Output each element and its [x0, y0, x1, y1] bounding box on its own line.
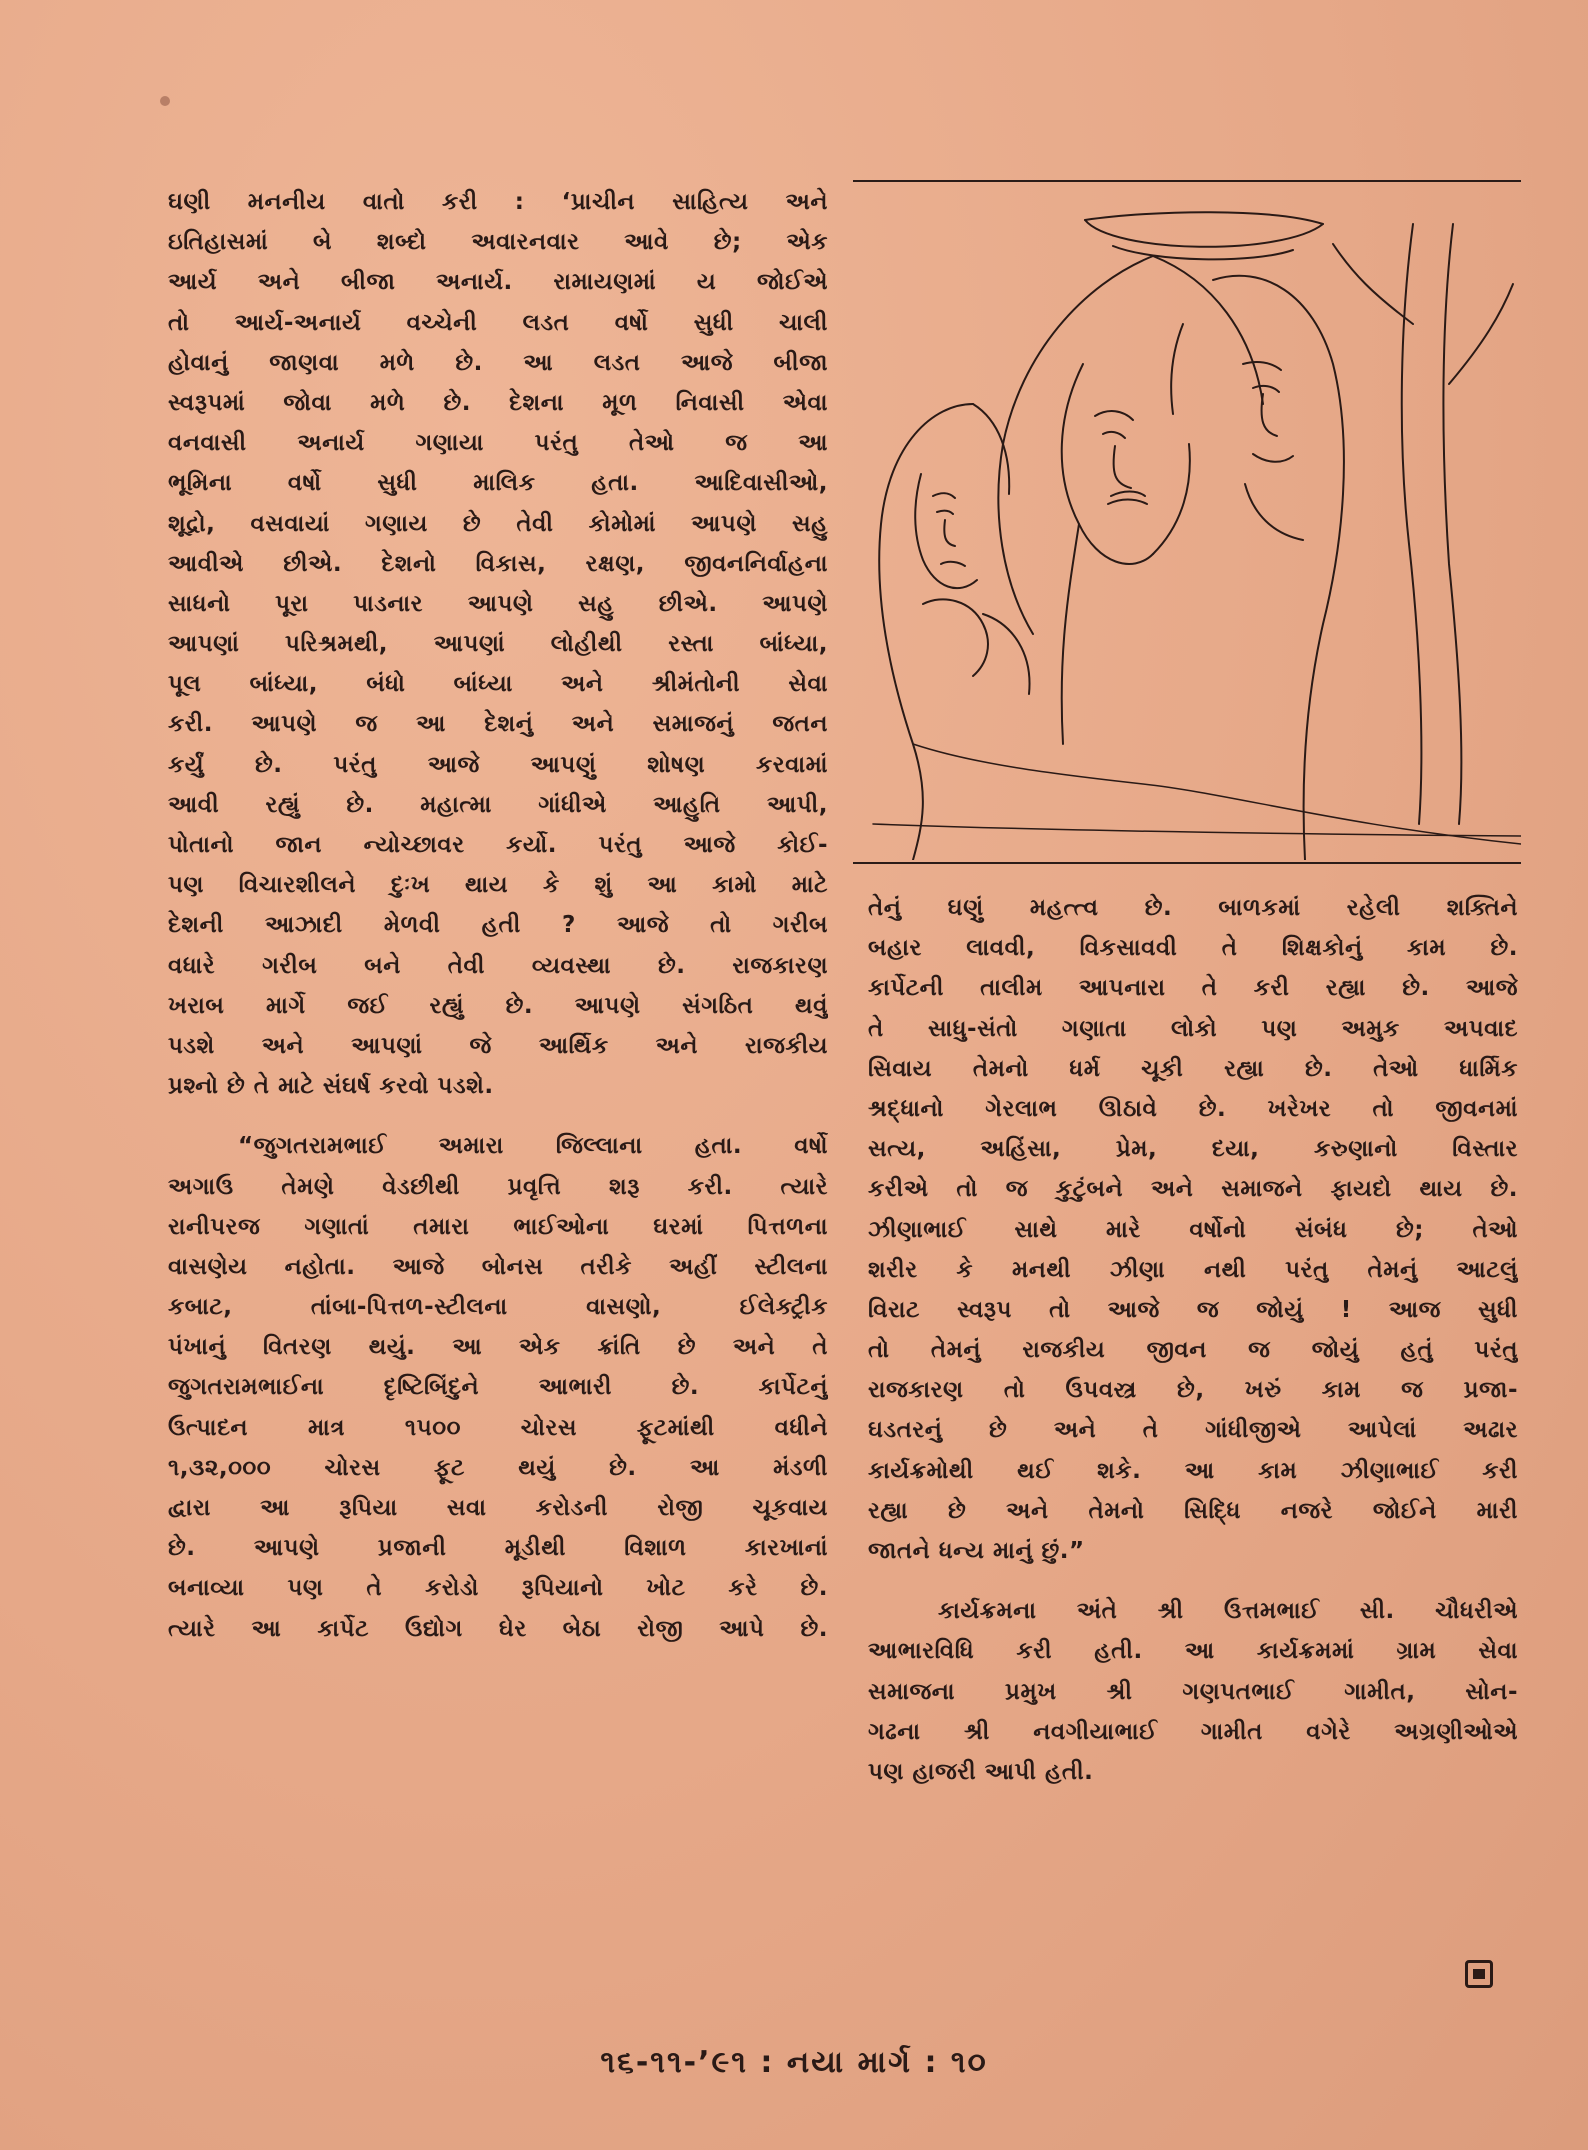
text-line: તેનું ઘણું મહત્ત્વ છે. બાળકમાં રહેલી શક્તિને	[868, 895, 1518, 921]
left-column	[168, 182, 828, 1649]
text-line: કરી. આપણે જ આ દેશનું અને સમાજનું જતન	[168, 711, 828, 738]
text-line: ભૂમિના વર્ષો સુધી માલિક હતા. આદિવાસીઓ,	[168, 470, 828, 497]
text-line: સમાજના પ્રમુખ શ્રી ગણપતભાઈ ગામીત, સોન-	[868, 1678, 1518, 1705]
text-line: પણ હાજરી આપી હતી.	[868, 1758, 1094, 1785]
text-line: સિવાય તેમનો ધર્મ ચૂકી રહ્યા છે. તેઓ ધાર્મિક	[868, 1055, 1518, 1082]
text-line: કર્યું છે. પરંતુ આજે આપણું શોષણ કરવામાં	[168, 751, 828, 778]
right-column	[868, 888, 1518, 1792]
text-line: કાર્પેટની તાલીમ આપનારા તે કરી રહ્યા છે. આજે	[868, 975, 1518, 1002]
text-line: આવીએ છીએ. દેશનો વિકાસ, રક્ષણ, જીવનનિર્વાહના	[168, 550, 828, 577]
illustration-bottom-rule	[853, 862, 1521, 864]
text-line: પૂલ બાંધ્યા, બંધો બાંધ્યા અને શ્રીમંતોની સેવા	[168, 671, 828, 698]
text-line: ઝીણાભાઈ સાથે મારે વર્ષોનો સંબંધ છે; તેઓ	[868, 1216, 1518, 1243]
text-line: ઘડતરનું છે અને તે ગાંધીજીએ આપેલાં અઢાર	[868, 1417, 1518, 1444]
text-line: કાર્યક્રમોથી થઈ શકે. આ કામ ઝીણાભાઈ કરી	[868, 1457, 1518, 1484]
text-line: હોવાનું જાણવા મળે છે. આ લડત આજે બીજા	[168, 349, 828, 376]
text-line: દેશની આઝાદી મેળવી હતી ? આજે તો ગરીબ	[168, 912, 828, 939]
text-line: સત્ય, અહિંસા, પ્રેમ, દયા, કરુણાનો વિસ્તાર	[868, 1136, 1518, 1163]
text-line: કબાટ, તાંબા-પિત્તળ-સ્ટીલના વાસણો, ઈલેક્ટ્રીક	[168, 1294, 828, 1321]
text-line: ગઢના શ્રી નવગીયાભાઈ ગામીત વગેરે અગ્રણીઓએ	[868, 1718, 1518, 1745]
text-line: સ્વરૂપમાં જોવા મળે છે. દેશના મૂળ નિવાસી એવા	[168, 389, 828, 416]
text-line: દ્વારા આ રૂપિયા સવા કરોડની રોજી ચૂકવાય	[168, 1495, 828, 1521]
page-footer: ૧૬-૧૧-’૯૧ : નયા માર્ગ : ૧૦	[600, 2045, 988, 2080]
text-line: આપણાં પરિશ્રમથી, આપણાં લોહીથી રસ્તા બાંધ્યા,	[168, 631, 828, 658]
text-line: પોતાનો જાન ન્યોચ્છાવર કર્યો. પરંતુ આજે કોઈ-	[168, 832, 828, 858]
paragraph-start-line: “જુગતરામભાઈ અમારા જિલ્લાના હતા. વર્ષો	[238, 1133, 828, 1160]
text-line: તો તેમનું રાજકીય જીવન જ જોયું હતું પરંતુ	[868, 1337, 1518, 1364]
text-line: ત્યારે આ કાર્પેટ ઉદ્યોગ ઘેર બેઠા રોજી આપે છે.	[168, 1615, 828, 1642]
text-line: વિરાટ સ્વરૂપ તો આજે જ જોયું ! આજ સુધી	[868, 1296, 1518, 1323]
text-line: ખરાબ માર્ગે જઈ રહ્યું છે. આપણે સંગઠિત થવું	[168, 992, 828, 1019]
text-line: તે સાધુ-સંતો ગણાતા લોકો પણ અમુક અપવાદ	[868, 1015, 1518, 1042]
text-line: ઘણી મનનીય વાતો કરી : ‘પ્રાચીન સાહિત્ય અને	[168, 189, 828, 215]
text-line: આભારવિધિ કરી હતી. આ કાર્યક્રમમાં ગ્રામ સેવા	[868, 1638, 1518, 1665]
end-of-article-icon	[1465, 1960, 1493, 1988]
text-line: પંખાનું વિતરણ થયું. આ એક ક્રાંતિ છે અને તે	[168, 1334, 828, 1361]
text-line: આર્ય અને બીજા અનાર્ય. રામાયણમાં ય જોઈએ	[168, 269, 828, 296]
text-line: રાનીપરજ ગણાતાં તમારા ભાઈઓના ઘરમાં પિત્તળના	[168, 1213, 828, 1240]
text-line: રહ્યા છે અને તેમનો સિદ્ધિ નજરે જોઈને મારી	[868, 1497, 1518, 1524]
text-line: વધારે ગરીબ બને તેવી વ્યવસ્થા છે. રાજકારણ	[168, 952, 828, 979]
text-line: આવી રહ્યું છે. મહાત્મા ગાંધીએ આહુતિ આપી,	[168, 791, 828, 818]
text-line: પડશે અને આપણાં જે આર્થિક અને રાજકીય	[168, 1032, 828, 1059]
text-line: તો આર્ય-અનાર્ય વચ્ચેની લડત વર્ષો સુધી ચાલી	[168, 309, 828, 336]
text-line: સાધનો પૂરા પાડનાર આપણે સહુ છીએ. આપણે	[168, 590, 828, 617]
ink-spot	[160, 96, 170, 106]
text-line: ૧,૩૨,૦૦૦ ચોરસ ફૂટ થયું છે. આ મંડળી	[168, 1454, 828, 1481]
text-line: વાસણેય નહોતા. આજે બોનસ તરીકે અહીં સ્ટીલના	[168, 1253, 828, 1280]
text-line: શરીર કે મનથી ઝીણા નથી પરંતુ તેમનું આટલું	[868, 1256, 1518, 1283]
text-line: ઇતિહાસમાં બે શબ્દો અવારનવાર આવે છે; એક	[168, 229, 828, 256]
text-line: જુગતરામભાઈના દૃષ્ટિબિંદુને આભારી છે. કાર્પેટનું	[168, 1374, 828, 1401]
paragraph-start-line: કાર્યક્રમના અંતે શ્રી ઉત્તમભાઈ સી. ચૌધરીએ	[938, 1598, 1518, 1625]
text-line: કરીએ તો જ કુટુંબને અને સમાજને ફાયદો થાય છે.	[868, 1176, 1518, 1203]
text-line: શૂદ્રો, વસવાયાં ગણાય છે તેવી કોમોમાં આપણે સહુ	[168, 510, 828, 537]
text-line: છે. આપણે પ્રજાની મૂડીથી વિશાળ કારખાનાં	[168, 1535, 828, 1562]
text-line: શ્રદ્ધાનો ગેરલાભ ઊઠાવે છે. ખરેખર તો જીવનમાં	[868, 1095, 1518, 1122]
text-line: બનાવ્યા પણ તે કરોડો રૂપિયાનો ખોટ કરે છે.	[168, 1575, 828, 1602]
text-line: ઉત્પાદન માત્ર ૧૫૦૦ ચોરસ ફૂટમાંથી વધીને	[168, 1414, 828, 1441]
text-line: બહાર લાવવી, વિકસાવવી તે શિક્ષકોનું કામ છે.	[868, 935, 1518, 962]
text-line: રાજકારણ તો ઉપવસ્ત્ર છે, ખરું કામ જ પ્રજા-	[868, 1377, 1518, 1404]
line-drawing-illustration	[853, 184, 1521, 860]
text-line: અગાઉ તેમણે વેડછીથી પ્રવૃત્તિ શરૂ કરી. ત્યારે	[168, 1173, 828, 1200]
text-line: જાતને ધન્ય માનું છું.”	[868, 1538, 1085, 1564]
text-line: પણ વિચારશીલને દુઃખ થાય કે શું આ કામો માટે	[168, 872, 828, 899]
text-line: પ્રશ્નો છે તે માટે સંઘર્ષ કરવો પડશે.	[168, 1073, 494, 1100]
text-line: વનવાસી અનાર્ય ગણાયા પરંતુ તેઓ જ આ	[168, 430, 828, 457]
illustration-top-rule	[853, 180, 1521, 182]
